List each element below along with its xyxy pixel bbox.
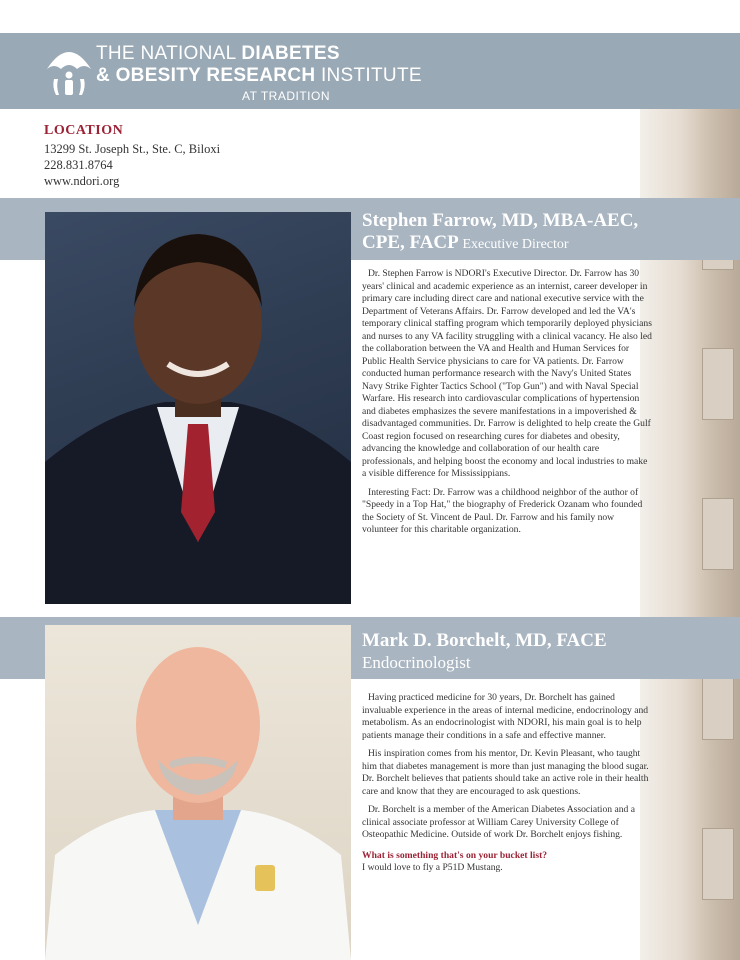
header-banner xyxy=(0,33,740,109)
profile-1-heading xyxy=(362,210,662,256)
profile-2-bio-paragraph: Dr. Borchelt is a member of the American Diabetes Association and a clinical associate professor at William Carey University College of Osteopathic Medicine. Outside of work Dr. Borchelt enjoys fishing. xyxy=(362,804,635,840)
profile-1-title: Executive Director xyxy=(462,237,569,252)
logo-text-bold-2: & OBESITY RESEARCH xyxy=(96,65,316,86)
profile-2-name: Mark D. Borchelt, MD, FACE xyxy=(362,630,607,651)
location-phone[interactable]: 228.831.8764 xyxy=(44,158,113,172)
logo-text-light: THE NATIONAL xyxy=(96,43,242,64)
profile-1-photo xyxy=(45,212,351,604)
logo-subtitle: AT TRADITION xyxy=(242,89,331,103)
profile-2-photo xyxy=(45,625,351,960)
profile-2-bio xyxy=(362,692,652,875)
profile-2-title: Endocrinologist xyxy=(362,653,471,672)
location-address: 13299 St. Joseph St., Ste. C, Biloxi xyxy=(44,142,221,156)
logo-text-light-2: INSTITUTE xyxy=(315,65,422,86)
profile-1-name: Stephen Farrow, MD, MBA-AEC, CPE, FACP xyxy=(362,210,639,253)
profile-1-bio-paragraph: Dr. Stephen Farrow is NDORI's Executive Director. Dr. Farrow has 30 years' clinical and academic experience as an internist, career developer in primary care including direct care and national executive service with the Department of Veterans Affairs. Dr. Farrow developed and led the VA's temporary clinical staffing program which temporarily deployed physicians and nurses to any VA facility struggling with a clinical vacancy. He also led the collaboration between the VA and Health and Human Services for Public Health Service physicians to care for VA patients. Dr. Farrow conducted human performance research with the Navy's United States Navy Strike Fighter Tactics School ("Top Gun") and with Naval Special Warfare. His research into cardiovascular complications of hypertension and diabetes emphasizes the severe manifestations in a impoverished & disadvantaged communities. Dr. Farrow is delighted to help create the Gulf Coast region focused on researching cures for diabetes and obesity, advancing the knowledge and collaboration of our health care professionals, and helping boost the economy and local industries to make a visible difference for Mississippians. xyxy=(362,268,652,479)
location-website[interactable]: www.ndori.org xyxy=(44,174,120,188)
profile-2-bio-paragraph: Having practiced medicine for 30 years, Dr. Borchelt has gained invaluable experience in the areas of internal medicine, endocrinology and metabolism. As an endocrinologist with NDORI, his main goal is to help patients manage their conditions in a safe and effective manner. xyxy=(362,692,649,741)
profile-2-bio-paragraph: His inspiration comes from his mentor, Dr. Kevin Pleasant, who taught him that diabetes management is more than just managing the blood sugar. Dr. Borchelt believes that patients should take an active role in their health care and know that they are encouraged to ask questions. xyxy=(362,748,649,797)
logo-line-1 xyxy=(96,44,340,63)
logo-line-2 xyxy=(96,66,422,85)
logo-text-bold: DIABETES xyxy=(241,43,340,64)
location-heading: LOCATION xyxy=(44,123,124,138)
location-block xyxy=(44,123,344,189)
profile-2-answer: I would love to fly a P51D Mustang. xyxy=(362,862,503,873)
profile-2-question: What is something that's on your bucket list? xyxy=(362,849,548,861)
umbrella-figure-icon xyxy=(44,39,94,97)
profile-2-heading xyxy=(362,630,662,674)
profile-1-bio xyxy=(362,268,652,543)
profile-1-bio-paragraph: Interesting Fact: Dr. Farrow was a childhood neighbor of the author of "Speedy in a Top Hat," the biography of Frederick Ozanam who founded the Society of St. Vincent de Paul. Dr. Farrow and his family now volunteer for this charitable organization. xyxy=(362,486,643,535)
